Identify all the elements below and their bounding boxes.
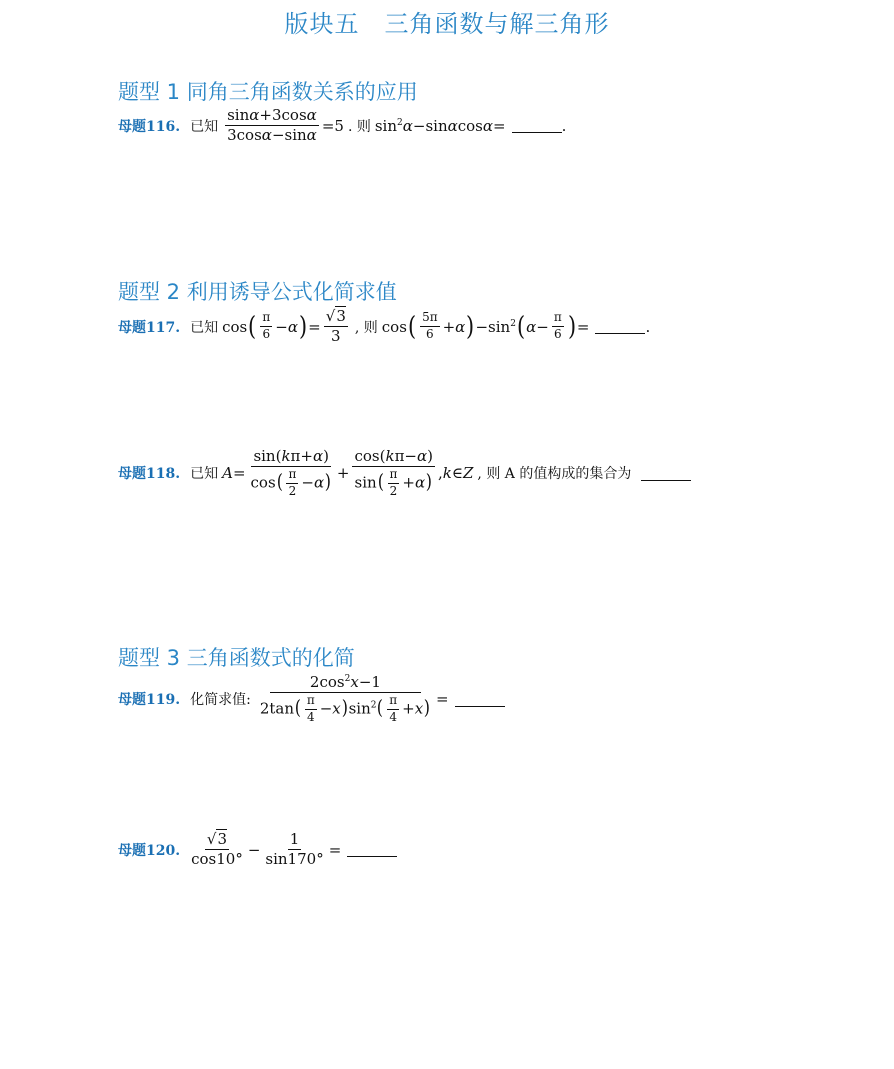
problem-118: 母题118. 已知 A = sin(kπ+α) cos( $\frac{\pi}{2}$ −α) + cos(kπ−α) sin( $\frac{\pi}{2}$ +α) ,k∈Z , 则 A 的值构成的集合为 [118, 448, 691, 499]
problem-label: 母题116. [118, 118, 181, 135]
math-fraction: $2\cos^2x-1$ 2tan( $\frac{\pi}{4}$ $-x)\sin^2$( $\frac{\pi}{4}$ +x) [259, 673, 431, 725]
section-heading-1: 题型 1 同角三角函数关系的应用 [118, 80, 418, 104]
answer-blank[interactable] [512, 118, 562, 133]
section-heading-2: 题型 2 利用诱导公式化简求值 [118, 280, 397, 304]
math-fraction: sin(kπ+α) cos( $\frac{\pi}{2}$ −α) [250, 447, 332, 499]
problem-label: 母题118. [118, 466, 181, 483]
problem-119: 母题119. 化简求值: $2\cos^2x-1$ 2tan( $\frac{\pi}{4}$ $-x)\sin^2$( $\frac{\pi}{4}$ +x) = [118, 674, 505, 725]
answer-blank[interactable] [641, 466, 691, 481]
problem-label: 母题120. [118, 842, 181, 859]
problem-lead: 已知 [190, 319, 219, 336]
section-heading-3: 题型 3 三角函数式的化简 [118, 646, 355, 670]
page-title: 版块五 三角函数与解三角形 [284, 10, 610, 38]
problem-label: 母题119. [118, 692, 181, 709]
problem-120: 母题120. $\frac{√3}{\cos 10^\circ}$ − $\frac{1}{\sin 170^\circ}$ = [118, 831, 397, 869]
math-fraction: cos(kπ−α) sin( $\frac{\pi}{2}$ +α) [354, 447, 433, 499]
problem-connector: . 则 [347, 118, 371, 135]
math-fraction: $\frac{\sin\alpha+3\cos\alpha}{3\cos\alpha-\sin\alpha}$ [227, 106, 317, 145]
problem-117: 母题117. 已知 cos ( $\frac{\pi}{6}$ −α ) = $\frac{√3}{3}$ , 则 cos ( $\frac{5\pi}{6}$ +α ) $-\sin^2$ ( α− $\frac{\pi}{6}$ ) = . [118, 307, 651, 346]
answer-blank[interactable] [347, 842, 397, 857]
problem-lead: 化简求值: [190, 692, 251, 709]
problem-tail: , 则 A 的值构成的集合为 [477, 466, 632, 483]
problem-lead: 已知 [190, 118, 219, 135]
answer-blank[interactable] [595, 319, 645, 334]
problem-116: 母题116. 已知 $\frac{\sin\alpha+3\cos\alpha}{3\cos\alpha-\sin\alpha}$ =5 . 则 $\sin^2\alpha-\sin\alpha\cos\alpha=$ . [118, 106, 567, 145]
math-fraction: $\frac{1}{\sin 170^\circ}$ [265, 830, 324, 869]
problem-connector: , 则 [354, 319, 378, 336]
answer-blank[interactable] [455, 692, 505, 707]
math-fraction: $\frac{√3}{\cos 10^\circ}$ [191, 830, 243, 869]
problem-label: 母题117. [118, 319, 181, 336]
problem-lead: 已知 [190, 466, 219, 483]
